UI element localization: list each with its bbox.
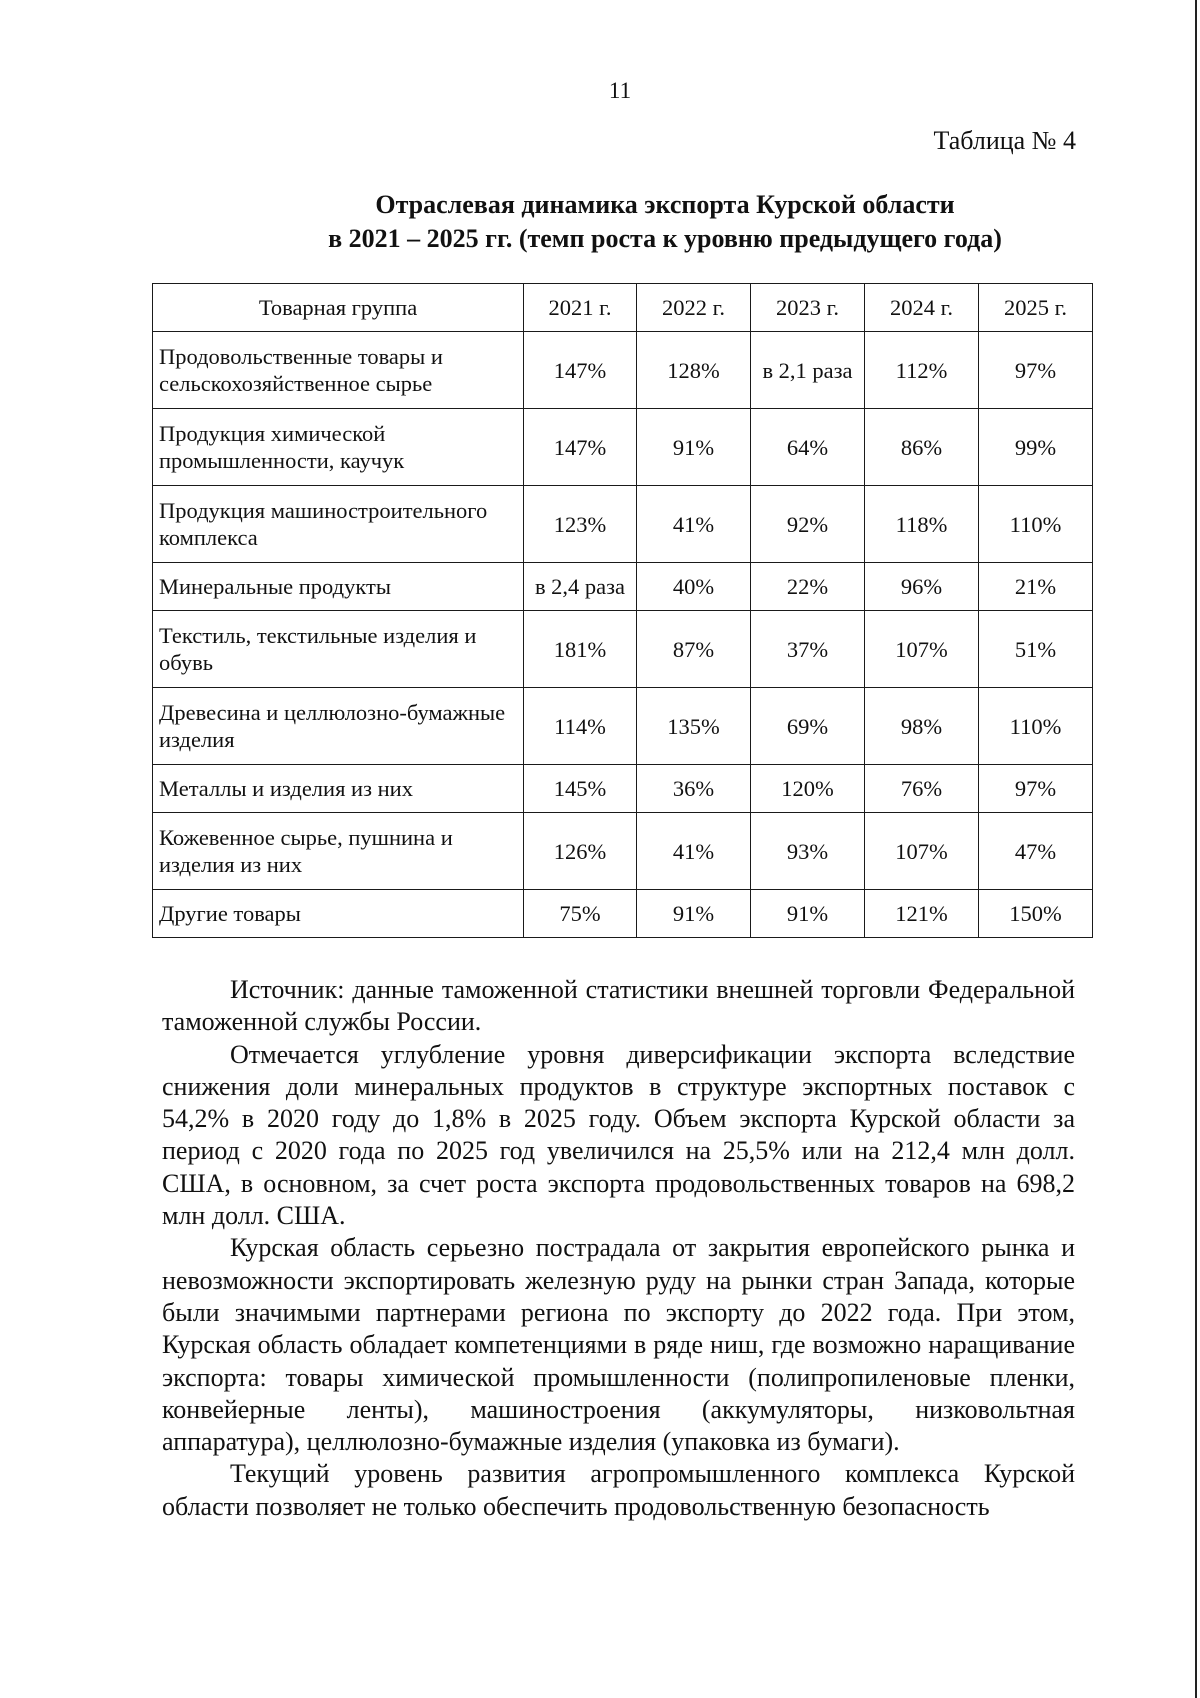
row-value: 150% bbox=[979, 890, 1093, 938]
table-row bbox=[153, 486, 1093, 563]
row-value: 145% bbox=[524, 765, 637, 813]
body-text bbox=[162, 974, 1075, 1523]
source-paragraph: Источник: данные таможенной статистики внешней торговли Федеральной таможенной службы России. bbox=[162, 975, 1075, 1037]
table-row bbox=[153, 890, 1093, 938]
row-value: 76% bbox=[865, 765, 979, 813]
header-year: 2021 г. bbox=[524, 284, 637, 332]
header-year: 2024 г. bbox=[865, 284, 979, 332]
row-value: 86% bbox=[865, 409, 979, 486]
row-value: 128% bbox=[637, 332, 751, 409]
row-value: 97% bbox=[979, 765, 1093, 813]
row-value: 64% bbox=[751, 409, 865, 486]
table-row bbox=[153, 765, 1093, 813]
page-number: 11 bbox=[608, 78, 632, 103]
row-value: 135% bbox=[637, 688, 751, 765]
row-product-name: Продукция химической промышленности, каучук bbox=[153, 409, 524, 486]
row-value: 47% bbox=[979, 813, 1093, 890]
row-value: 107% bbox=[865, 611, 979, 688]
table-row bbox=[153, 332, 1093, 409]
row-value: 21% bbox=[979, 563, 1093, 611]
header-year: 2025 г. bbox=[979, 284, 1093, 332]
row-value: 51% bbox=[979, 611, 1093, 688]
row-value: 99% bbox=[979, 409, 1093, 486]
body-paragraph: Отмечается углубление уровня диверсификации экспорта вследствие снижения доли минеральных продуктов в структуре экспортных поставок с 54,2% в 2020 году до 1,8% в 2025 году. Объем экспорта Курской области за период с 2020 года по 2025 год увеличился на 25,5% или на 212,4 млн долл. США, в основном, за счет роста экспорта продовольственных товаров на 698,2 млн долл. США. bbox=[162, 1039, 1075, 1231]
row-value: 112% bbox=[865, 332, 979, 409]
row-value: 110% bbox=[979, 486, 1093, 563]
row-value: 37% bbox=[751, 611, 865, 688]
row-value: 22% bbox=[751, 563, 865, 611]
table-title bbox=[140, 188, 1190, 256]
row-value: в 2,1 раза bbox=[751, 332, 865, 409]
body-paragraph: Курская область серьезно пострадала от закрытия европейского рынка и невозможности экспортировать железную руду на рынки стран Запада, которые были значимыми партнерами региона по экспорту до 2022 года. При этом, Курская область обладает компетенциями в ряде ниш, где возможно наращивание экспорта: товары химической промышленности (полипропиленовые пленки, конвейерные ленты), машиностроения (аккумуляторы, низковольтная аппаратура), целлюлозно-бумажные изделия (упаковка из бумаги). bbox=[162, 1233, 1075, 1457]
row-value: 110% bbox=[979, 688, 1093, 765]
row-value: 107% bbox=[865, 813, 979, 890]
table-label: Таблица № 4 bbox=[933, 126, 1076, 155]
body-paragraph: Текущий уровень развития агропромышленного комплекса Курской области позволяет не только обеспечить продовольственную безопасность bbox=[162, 1459, 1075, 1521]
table-row bbox=[153, 611, 1093, 688]
table-row bbox=[153, 813, 1093, 890]
row-product-name: Кожевенное сырье, пушнина и изделия из них bbox=[153, 813, 524, 890]
row-value: 69% bbox=[751, 688, 865, 765]
export-dynamics-table bbox=[152, 283, 1093, 938]
row-value: 118% bbox=[865, 486, 979, 563]
row-value: 97% bbox=[979, 332, 1093, 409]
row-value: 91% bbox=[751, 890, 865, 938]
table-title-line-1: Отраслевая динамика экспорта Курской области bbox=[375, 190, 955, 219]
row-value: 147% bbox=[524, 332, 637, 409]
row-value: 91% bbox=[637, 409, 751, 486]
row-value: в 2,4 раза bbox=[524, 563, 637, 611]
row-product-name: Минеральные продукты bbox=[153, 563, 524, 611]
row-value: 87% bbox=[637, 611, 751, 688]
row-value: 126% bbox=[524, 813, 637, 890]
row-product-name: Продовольственные товары и сельскохозяйственное сырье bbox=[153, 332, 524, 409]
table-header-row bbox=[153, 284, 1093, 332]
row-value: 114% bbox=[524, 688, 637, 765]
row-value: 96% bbox=[865, 563, 979, 611]
table-row bbox=[153, 563, 1093, 611]
scan-edge-line bbox=[1195, 0, 1197, 1698]
row-value: 181% bbox=[524, 611, 637, 688]
table-row bbox=[153, 409, 1093, 486]
row-value: 91% bbox=[637, 890, 751, 938]
row-value: 36% bbox=[637, 765, 751, 813]
row-value: 92% bbox=[751, 486, 865, 563]
row-product-name: Текстиль, текстильные изделия и обувь bbox=[153, 611, 524, 688]
row-value: 93% bbox=[751, 813, 865, 890]
row-value: 41% bbox=[637, 486, 751, 563]
row-product-name: Продукция машиностроительного комплекса bbox=[153, 486, 524, 563]
table-title-line-2: в 2021 – 2025 гг. (темп роста к уровню предыдущего года) bbox=[328, 224, 1002, 253]
row-value: 123% bbox=[524, 486, 637, 563]
row-value: 40% bbox=[637, 563, 751, 611]
row-value: 75% bbox=[524, 890, 637, 938]
row-value: 120% bbox=[751, 765, 865, 813]
row-value: 98% bbox=[865, 688, 979, 765]
row-product-name: Древесина и целлюлозно-бумажные изделия bbox=[153, 688, 524, 765]
row-product-name: Другие товары bbox=[153, 890, 524, 938]
header-product-group: Товарная группа bbox=[153, 284, 524, 332]
header-year: 2023 г. bbox=[751, 284, 865, 332]
row-product-name: Металлы и изделия из них bbox=[153, 765, 524, 813]
row-value: 41% bbox=[637, 813, 751, 890]
table-row bbox=[153, 688, 1093, 765]
row-value: 121% bbox=[865, 890, 979, 938]
row-value: 147% bbox=[524, 409, 637, 486]
header-year: 2022 г. bbox=[637, 284, 751, 332]
